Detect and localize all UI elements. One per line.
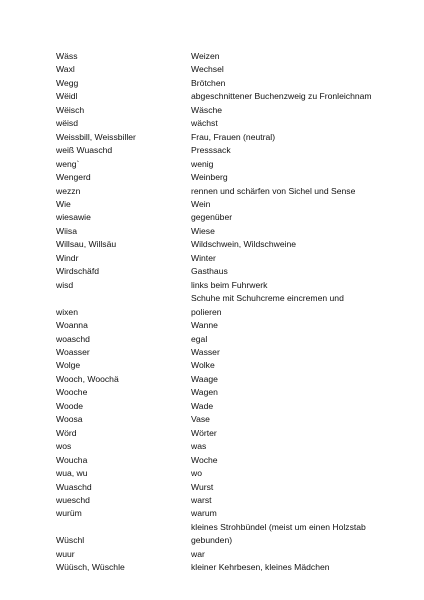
glossary-definition: Wade [191, 400, 214, 411]
glossary-definition: warum [191, 508, 217, 519]
glossary-definition: Wiese [191, 225, 215, 236]
glossary-definition: Weinberg [191, 172, 228, 183]
glossary-definition: kleiner Kehrbesen, kleines Mädchen [191, 562, 330, 573]
glossary-entry [56, 413, 376, 426]
glossary-definition: Wasser [191, 346, 220, 357]
glossary-term: wezzn [56, 185, 81, 196]
glossary-entry [56, 77, 376, 90]
glossary-term: Wegg [56, 77, 79, 88]
glossary-entry [56, 440, 376, 453]
glossary-definition: Woche [191, 454, 218, 465]
glossary-definition: Presssack [191, 145, 231, 156]
glossary-term: Wooche [56, 387, 88, 398]
glossary-entry [56, 427, 376, 440]
glossary-definition: Wechsel [191, 64, 224, 75]
glossary-definition: Wörter [191, 427, 217, 438]
glossary-definition: Wurst [191, 481, 214, 492]
glossary-entry [56, 117, 376, 130]
glossary-term: Woanna [56, 320, 88, 331]
glossary-definition: abgeschnittener Buchenzweig zu Fronleichnam [191, 91, 372, 102]
glossary-definition: Wolke [191, 360, 215, 371]
glossary-entry [56, 252, 376, 265]
glossary-entry [56, 198, 376, 211]
glossary-definition: Vase [191, 414, 210, 425]
glossary-term: Woasser [56, 346, 90, 357]
glossary-definition: Frau, Frauen (neutral) [191, 131, 276, 142]
glossary-definition: Wanne [191, 320, 218, 331]
glossary-entry [56, 373, 376, 386]
glossary-definition: Gasthaus [191, 266, 228, 277]
glossary-term: Woucha [56, 454, 88, 465]
glossary-term: wos [56, 441, 72, 452]
glossary-definition: gegenüber [191, 212, 233, 223]
glossary-term: Wie [56, 198, 71, 209]
glossary-term: wëisd [56, 118, 78, 129]
glossary-entry [56, 90, 376, 103]
glossary-definition: wächst [191, 118, 218, 129]
glossary-definition: war [191, 548, 205, 559]
glossary-term: wurüm [56, 508, 82, 519]
glossary-definition: Wäsche [191, 104, 223, 115]
glossary-term: Weissbill, Weissbiller [56, 131, 136, 142]
glossary-entry [56, 359, 376, 372]
glossary-definition: rennen und schärfen von Sichel und Sense [191, 185, 356, 196]
glossary-entry [56, 104, 376, 117]
glossary-term: Wëidl [56, 91, 78, 102]
glossary-entry [56, 171, 376, 184]
glossary-entry [56, 481, 376, 494]
glossary-entry [56, 494, 376, 507]
glossary-entry [56, 319, 376, 332]
glossary-term: Woosa [56, 414, 83, 425]
glossary-definition: egal [191, 333, 208, 344]
glossary-term: wueschd [56, 494, 90, 505]
glossary-term: Wörd [56, 427, 77, 438]
glossary-entry [56, 63, 376, 76]
glossary-entry [56, 467, 376, 480]
glossary-definition: Schuhe mit Schuhcreme eincremen und polieren [191, 293, 344, 317]
glossary-definition: wenig [191, 158, 214, 169]
glossary-definition: Winter [191, 252, 216, 263]
glossary-entry [56, 521, 376, 548]
glossary-entry [56, 400, 376, 413]
glossary-term: Wuaschd [56, 481, 92, 492]
glossary-term: wisd [56, 279, 74, 290]
glossary-term: Windr [56, 252, 79, 263]
glossary-term: Waxl [56, 64, 75, 75]
glossary-term: Wolge [56, 360, 81, 371]
glossary-term: Wiisa [56, 225, 78, 236]
glossary-entry [56, 211, 376, 224]
glossary-term: wuur [56, 548, 75, 559]
glossary-entry [56, 292, 376, 319]
glossary-definition: wo [191, 468, 202, 479]
glossary-definition: kleines Strohbündel (meist um einen Holzstab gebunden) [191, 521, 366, 546]
glossary-list [56, 50, 376, 575]
glossary-term: wixen [56, 306, 78, 317]
glossary-entry [56, 386, 376, 399]
glossary-definition: Brötchen [191, 77, 226, 88]
glossary-definition: links beim Fuhrwerk [191, 279, 268, 290]
glossary-entry [56, 265, 376, 278]
glossary-term: woaschd [56, 333, 90, 344]
glossary-term: weiß Wuaschd [56, 145, 113, 156]
glossary-term: Wirdschäfd [56, 266, 99, 277]
glossary-term: Wäss [56, 51, 78, 61]
glossary-entry [56, 346, 376, 359]
glossary-term: Wengerd [56, 172, 91, 183]
glossary-definition: was [191, 441, 207, 452]
glossary-entry [56, 131, 376, 144]
glossary-definition: Wagen [191, 387, 218, 398]
glossary-term: Wüüsch, Wüschle [56, 562, 125, 573]
glossary-term: Wëisch [56, 104, 85, 115]
glossary-entry [56, 507, 376, 520]
glossary-term: wua, wu [56, 468, 88, 479]
glossary-entry [56, 561, 376, 574]
glossary-term: wiesawie [56, 212, 91, 223]
glossary-entry [56, 454, 376, 467]
glossary-entry [56, 548, 376, 561]
glossary-term: Willsau, Willsäu [56, 239, 117, 250]
glossary-definition: Weizen [191, 51, 220, 61]
glossary-term: Wüschl [56, 535, 85, 546]
glossary-entry [56, 144, 376, 157]
glossary-term: Woode [56, 400, 84, 411]
glossary-entry [56, 50, 376, 63]
glossary-entry [56, 158, 376, 171]
glossary-entry [56, 333, 376, 346]
glossary-definition: Wein [191, 198, 211, 209]
glossary-entry [56, 279, 376, 292]
glossary-term: weng` [56, 158, 80, 169]
glossary-entry [56, 185, 376, 198]
glossary-definition: Wildschwein, Wildschweine [191, 239, 297, 250]
glossary-term: Wooch, Woochä [56, 373, 119, 384]
glossary-entry [56, 225, 376, 238]
glossary-definition: warst [191, 494, 212, 505]
glossary-entry [56, 238, 376, 251]
glossary-definition: Waage [191, 373, 218, 384]
